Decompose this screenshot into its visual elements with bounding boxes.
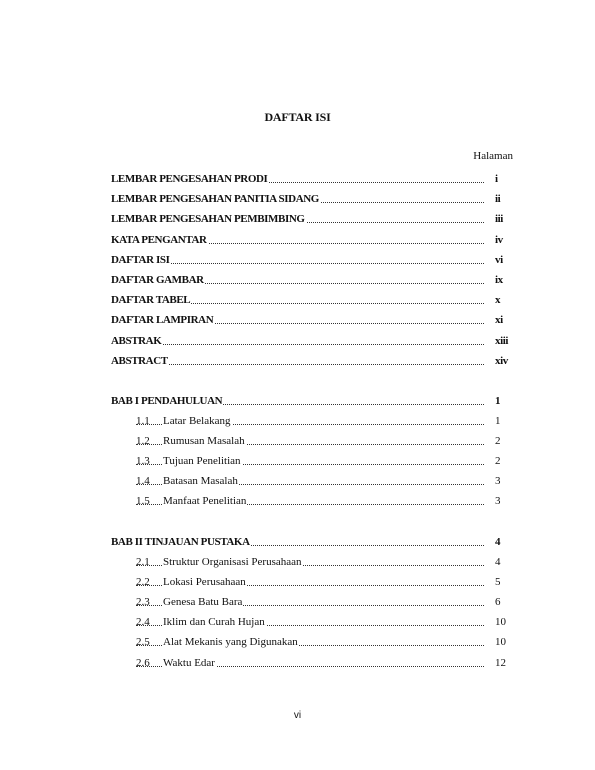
toc-section-number: 2.6	[136, 656, 150, 669]
toc-entry-page: 10	[495, 616, 506, 629]
toc-section-number: 2.5	[136, 636, 150, 649]
halaman-header: Halaman	[473, 150, 513, 162]
toc-section-number: 2.3	[136, 596, 150, 609]
toc-section-entry	[136, 493, 513, 509]
toc-entry-title: BAB I PENDAHULUAN	[111, 395, 223, 407]
toc-entry-page: iii	[495, 213, 503, 226]
toc-entry-title: Rumusan Masalah	[163, 435, 245, 448]
toc-section-entry	[136, 413, 513, 429]
toc-section-entry	[136, 554, 513, 570]
toc-entry-title: DAFTAR GAMBAR	[111, 274, 204, 286]
toc-entry	[111, 353, 513, 369]
toc-entry-page: xiv	[495, 354, 508, 367]
toc-entry-title: ABSTRAK	[111, 334, 162, 347]
toc-section-number: 1.3	[136, 455, 150, 468]
toc-entry	[111, 272, 513, 288]
toc-entry-title: Waktu Edar	[163, 656, 215, 669]
toc-entry-page: xi	[495, 314, 503, 327]
toc-entry	[111, 171, 513, 187]
toc-section-number: 2.2	[136, 576, 150, 589]
dot-leader	[111, 344, 484, 345]
toc-entry-title: LEMBAR PENGESAHAN PANITIA SIDANG	[111, 193, 319, 206]
toc-entry-page: ix	[495, 274, 503, 286]
toc-entry	[111, 312, 513, 328]
toc-entry-title: Batasan Masalah	[163, 475, 238, 488]
toc-section-number: 1.5	[136, 495, 150, 508]
toc-entry-page: 2	[495, 435, 501, 448]
toc-section-entry	[136, 634, 513, 650]
toc-entry-page: 4	[495, 556, 501, 568]
toc-entry-title: LEMBAR PENGESAHAN PRODI	[111, 173, 268, 185]
toc-entry-title: Lokasi Perusahaan	[163, 576, 246, 589]
toc-entry	[111, 191, 513, 207]
toc-entry-title: Struktur Organisasi Perusahaan	[163, 556, 302, 568]
toc-entry-page: 10	[495, 636, 506, 649]
toc-entry-title: Manfaat Penelitian	[163, 495, 247, 508]
toc-section-entry	[136, 574, 513, 590]
toc-entry-page: vi	[495, 253, 503, 266]
toc-entry	[111, 211, 513, 227]
toc-section-number: 1.1	[136, 415, 150, 427]
toc-entry-title: LEMBAR PENGESAHAN PEMBIMBING	[111, 213, 305, 226]
page-number-footer: vi	[293, 710, 302, 721]
toc-entry-title: Alat Mekanis yang Digunakan	[163, 636, 298, 649]
toc-section-entry	[136, 433, 513, 449]
toc-entry-title: DAFTAR TABEL	[111, 294, 191, 307]
toc-entry	[111, 333, 513, 349]
toc-section-number: 1.4	[136, 475, 150, 488]
toc-entry-title: Latar Belakang	[163, 415, 231, 427]
toc-entry-page: 1	[495, 395, 501, 407]
toc-entry	[111, 534, 513, 550]
toc-section-entry	[136, 614, 513, 630]
toc-entry-page: 4	[495, 536, 501, 548]
toc-entry	[111, 393, 513, 409]
toc-section-number: 2.4	[136, 616, 150, 629]
toc-section-entry	[136, 655, 513, 671]
toc-entry-page: 3	[495, 495, 501, 508]
toc-entry-page: 2	[495, 455, 501, 468]
toc-entry-title: ABSTRACT	[111, 354, 168, 367]
toc-entry-title: DAFTAR LAMPIRAN	[111, 314, 214, 327]
toc-entry-title: Genesa Batu Bara	[163, 596, 243, 609]
toc-entry	[111, 292, 513, 308]
toc-entry-title: KATA PENGANTAR	[111, 233, 207, 246]
toc-entry-title: BAB II TINJAUAN PUSTAKA	[111, 536, 250, 548]
toc-entry-page: 1	[495, 415, 501, 427]
toc-section-number: 2.1	[136, 556, 150, 568]
toc-entry-page: i	[495, 173, 498, 185]
toc-entry-page: iv	[495, 233, 503, 246]
toc-entry-title: Iklim dan Curah Hujan	[163, 616, 265, 629]
toc-entry-page: 6	[495, 596, 501, 609]
toc-entry-title: DAFTAR ISI	[111, 253, 170, 266]
toc-entry	[111, 232, 513, 248]
toc-entry-page: 3	[495, 475, 501, 488]
toc-entry-title: Tujuan Penelitian	[163, 455, 241, 468]
toc-entry-page: x	[495, 294, 501, 307]
toc-section-entry	[136, 453, 513, 469]
toc-entry-page: ii	[495, 193, 501, 206]
toc-entry-page: xiii	[495, 334, 509, 347]
toc-entry-page: 5	[495, 576, 501, 589]
toc-section-entry	[136, 594, 513, 610]
toc-entry	[111, 252, 513, 268]
page-title: DAFTAR ISI	[264, 110, 331, 124]
toc-entry-page: 12	[495, 656, 506, 669]
toc-section-entry	[136, 473, 513, 489]
toc-section-number: 1.2	[136, 435, 150, 448]
